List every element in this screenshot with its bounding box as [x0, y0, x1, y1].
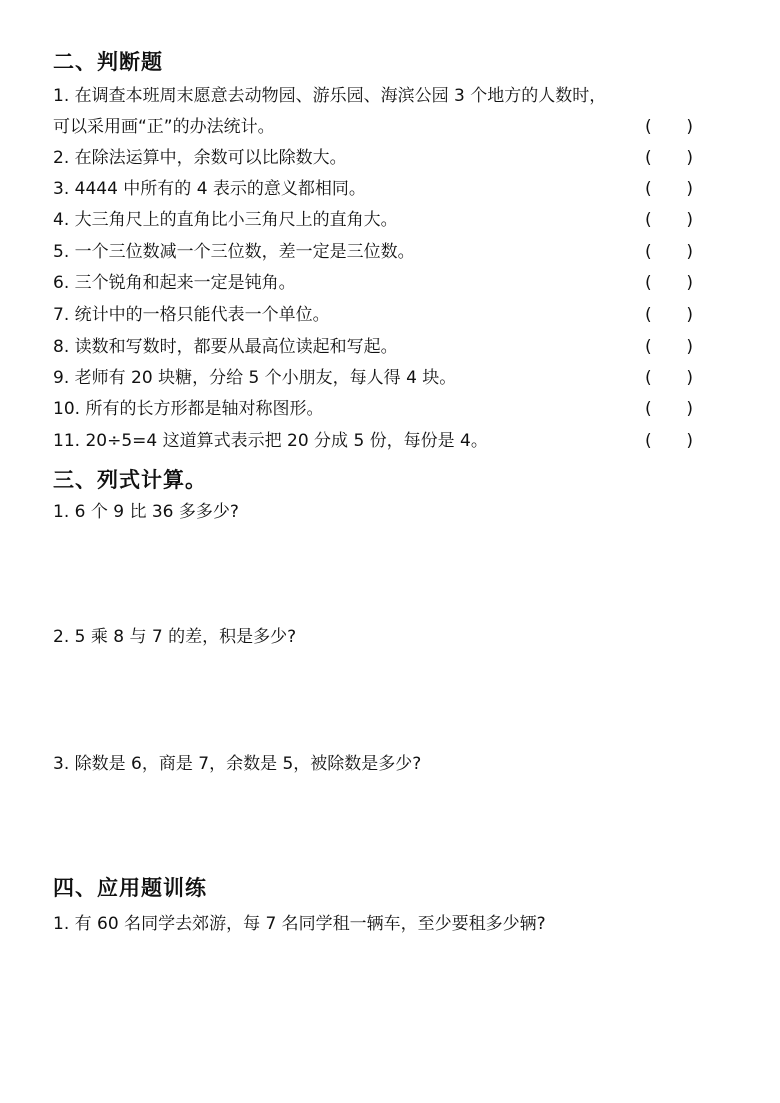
judgement-question-10: 10. 所有的长方形都是轴对称图形。: [53, 399, 324, 419]
close-paren: ): [686, 368, 693, 388]
answer-blank-7[interactable]: [645, 303, 693, 327]
open-paren: (: [645, 431, 652, 451]
answer-blank-9[interactable]: [645, 366, 693, 390]
close-paren: ): [686, 117, 693, 137]
section-3-title: 三、列式计算。: [53, 468, 207, 492]
calc-question-1: 1. 6 个 9 比 36 多多少?: [53, 502, 239, 522]
open-paren: (: [645, 148, 652, 168]
answer-blank-11[interactable]: [645, 429, 693, 453]
calc-question-2: 2. 5 乘 8 与 7 的差，积是多少?: [53, 627, 297, 647]
answer-blank-10[interactable]: [645, 397, 693, 421]
section-2-title: 二、判断题: [53, 50, 163, 74]
judgement-question-3: 3. 4444 中所有的 4 表示的意义都相同。: [53, 179, 366, 199]
answer-blank-1[interactable]: [645, 115, 693, 139]
close-paren: ): [686, 242, 693, 262]
open-paren: (: [645, 179, 652, 199]
calc-question-3: 3. 除数是 6，商是 7，余数是 5，被除数是多少?: [53, 754, 422, 774]
judgement-question-7: 7. 统计中的一格只能代表一个单位。: [53, 305, 330, 325]
close-paren: ): [686, 148, 693, 168]
judgement-question-9: 9. 老师有 20 块糖，分给 5 个小朋友，每人得 4 块。: [53, 368, 457, 388]
close-paren: ): [686, 210, 693, 230]
judgement-question-5: 5. 一个三位数减一个三位数，差一定是三位数。: [53, 242, 415, 262]
open-paren: (: [645, 117, 652, 137]
close-paren: ): [686, 305, 693, 325]
judgement-question-2: 2. 在除法运算中，余数可以比除数大。: [53, 148, 347, 168]
open-paren: (: [645, 368, 652, 388]
close-paren: ): [686, 399, 693, 419]
close-paren: ): [686, 337, 693, 357]
judgement-question-6: 6. 三个锐角和起来一定是钝角。: [53, 273, 296, 293]
judgement-question-1-line-1: 1. 在调查本班周末愿意去动物园、游乐园、海滨公园 3 个地方的人数时，: [53, 86, 607, 106]
open-paren: (: [645, 210, 652, 230]
judgement-question-1-line-2: 可以采用画“正”的办法统计。: [53, 117, 275, 137]
close-paren: ): [686, 179, 693, 199]
answer-blank-6[interactable]: [645, 271, 693, 295]
answer-blank-8[interactable]: [645, 335, 693, 359]
close-paren: ): [686, 431, 693, 451]
answer-blank-4[interactable]: [645, 208, 693, 232]
answer-blank-5[interactable]: [645, 240, 693, 264]
judgement-question-8: 8. 读数和写数时，都要从最高位读起和写起。: [53, 337, 398, 357]
open-paren: (: [645, 337, 652, 357]
judgement-question-4: 4. 大三角尺上的直角比小三角尺上的直角大。: [53, 210, 398, 230]
close-paren: ): [686, 273, 693, 293]
judgement-question-11: 11. 20÷5=4 这道算式表示把 20 分成 5 份，每份是 4。: [53, 431, 488, 451]
open-paren: (: [645, 273, 652, 293]
open-paren: (: [645, 242, 652, 262]
answer-blank-2[interactable]: [645, 146, 693, 170]
open-paren: (: [645, 399, 652, 419]
answer-blank-3[interactable]: [645, 177, 693, 201]
word-problem-1: 1. 有 60 名同学去郊游，每 7 名同学租一辆车，至少要租多少辆?: [53, 914, 546, 934]
section-4-title: 四、应用题训练: [53, 876, 207, 900]
open-paren: (: [645, 305, 652, 325]
